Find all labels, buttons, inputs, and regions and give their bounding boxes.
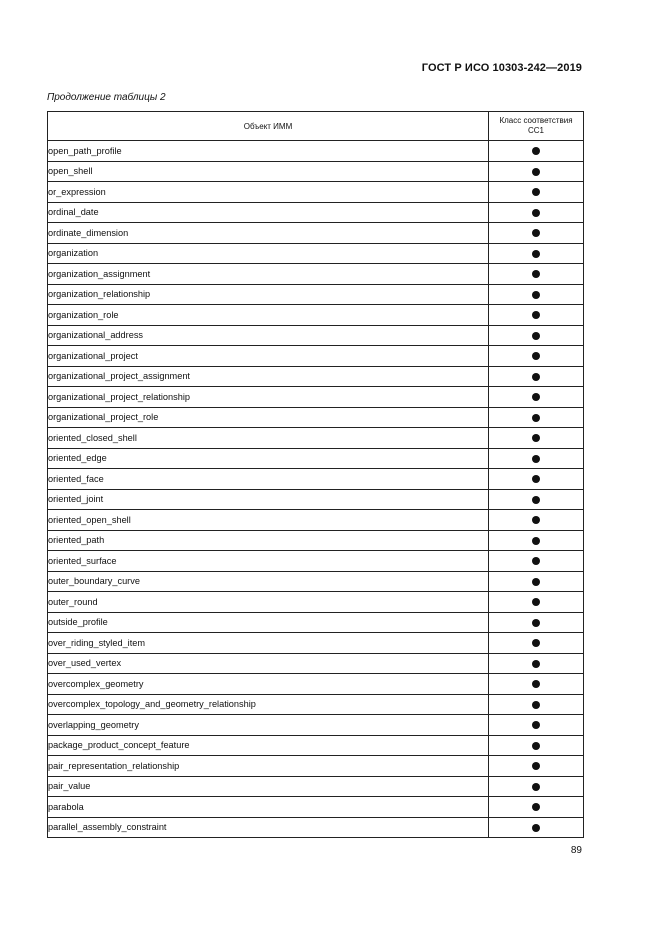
table-row (48, 530, 584, 551)
object-name-cell: open_shell (48, 161, 489, 182)
object-name-cell: oriented_open_shell (48, 510, 489, 531)
table-row (48, 346, 584, 367)
bullet-icon (532, 701, 540, 709)
bullet-icon (532, 393, 540, 401)
conformance-cell (489, 305, 584, 326)
conformance-cell (489, 182, 584, 203)
bullet-icon (532, 147, 540, 155)
conformance-cell (489, 366, 584, 387)
table-row (48, 161, 584, 182)
column-header-class-line2: CC1 (527, 126, 544, 135)
bullet-icon (532, 291, 540, 299)
object-name-cell: over_used_vertex (48, 653, 489, 674)
table-caption: Продолжение таблицы 2 (47, 92, 166, 103)
bullet-icon (532, 373, 540, 381)
table-row (48, 469, 584, 490)
bullet-icon (532, 783, 540, 791)
bullet-icon (532, 496, 540, 504)
object-name-cell: parabola (48, 797, 489, 818)
table-row (48, 592, 584, 613)
table-row (48, 817, 584, 838)
table-row (48, 612, 584, 633)
conformance-cell (489, 571, 584, 592)
table-row (48, 284, 584, 305)
bullet-icon (532, 537, 540, 545)
bullet-icon (532, 250, 540, 258)
conformance-cell (489, 346, 584, 367)
conformance-cell (489, 264, 584, 285)
bullet-icon (532, 680, 540, 688)
object-name-cell: overlapping_geometry (48, 715, 489, 736)
conformance-cell (489, 428, 584, 449)
conformance-cell (489, 756, 584, 777)
object-name-cell: pair_representation_relationship (48, 756, 489, 777)
conformance-cell (489, 735, 584, 756)
object-name-cell: oriented_closed_shell (48, 428, 489, 449)
conformance-cell (489, 817, 584, 838)
object-name-cell: organization_role (48, 305, 489, 326)
column-header-conformance-class (489, 112, 584, 141)
table-row (48, 243, 584, 264)
conformance-cell (489, 715, 584, 736)
bullet-icon (532, 516, 540, 524)
conformance-cell (489, 141, 584, 162)
object-name-cell: organizational_project_role (48, 407, 489, 428)
table-body (48, 141, 584, 838)
table-row (48, 387, 584, 408)
object-name-cell: over_riding_styled_item (48, 633, 489, 654)
conformance-cell (489, 325, 584, 346)
bullet-icon (532, 168, 540, 176)
table-row (48, 366, 584, 387)
object-name-cell: outer_boundary_curve (48, 571, 489, 592)
object-name-cell: pair_value (48, 776, 489, 797)
object-name-cell: oriented_face (48, 469, 489, 490)
table-row (48, 489, 584, 510)
bullet-icon (532, 639, 540, 647)
bullet-icon (532, 332, 540, 340)
bullet-icon (532, 742, 540, 750)
conformance-cell (489, 592, 584, 613)
object-name-cell: organizational_project_relationship (48, 387, 489, 408)
object-name-cell: organizational_project (48, 346, 489, 367)
table-row (48, 551, 584, 572)
bullet-icon (532, 803, 540, 811)
table-row (48, 653, 584, 674)
table-row (48, 694, 584, 715)
table-row (48, 305, 584, 326)
bullet-icon (532, 434, 540, 442)
conformance-cell (489, 633, 584, 654)
object-name-cell: overcomplex_topology_and_geometry_relationship (48, 694, 489, 715)
object-name-cell: outer_round (48, 592, 489, 613)
object-name-cell: or_expression (48, 182, 489, 203)
object-name-cell: organization_assignment (48, 264, 489, 285)
conformance-cell (489, 653, 584, 674)
bullet-icon (532, 352, 540, 360)
object-name-cell: package_product_concept_feature (48, 735, 489, 756)
conformance-cell (489, 674, 584, 695)
conformance-cell (489, 387, 584, 408)
object-name-cell: organization_relationship (48, 284, 489, 305)
conformance-cell (489, 694, 584, 715)
bullet-icon (532, 188, 540, 196)
object-name-cell: ordinal_date (48, 202, 489, 223)
bullet-icon (532, 229, 540, 237)
conformance-cell (489, 797, 584, 818)
table-row (48, 407, 584, 428)
object-name-cell: organizational_address (48, 325, 489, 346)
conformance-cell (489, 776, 584, 797)
table-row (48, 633, 584, 654)
object-name-cell: oriented_path (48, 530, 489, 551)
bullet-icon (532, 721, 540, 729)
bullet-icon (532, 578, 540, 586)
document-header: ГОСТ Р ИСО 10303-242—2019 (421, 62, 582, 74)
table-row (48, 428, 584, 449)
bullet-icon (532, 824, 540, 832)
table-row (48, 141, 584, 162)
object-name-cell: outside_profile (48, 612, 489, 633)
table-row (48, 510, 584, 531)
bullet-icon (532, 270, 540, 278)
object-name-cell: organizational_project_assignment (48, 366, 489, 387)
bullet-icon (532, 762, 540, 770)
conformance-cell (489, 612, 584, 633)
table-row (48, 223, 584, 244)
table-row (48, 735, 584, 756)
conformance-cell (489, 243, 584, 264)
bullet-icon (532, 619, 540, 627)
bullet-icon (532, 209, 540, 217)
object-name-cell: ordinate_dimension (48, 223, 489, 244)
conformance-cell (489, 223, 584, 244)
bullet-icon (532, 557, 540, 565)
page-number: 89 (570, 845, 582, 856)
object-name-cell: organization (48, 243, 489, 264)
object-name-cell: oriented_surface (48, 551, 489, 572)
table-row (48, 325, 584, 346)
column-header-class-line1: Класс соответствия (499, 116, 573, 125)
conformance-cell (489, 448, 584, 469)
table-row (48, 264, 584, 285)
object-name-cell: overcomplex_geometry (48, 674, 489, 695)
conformance-cell (489, 530, 584, 551)
conformance-cell (489, 510, 584, 531)
table-row (48, 756, 584, 777)
bullet-icon (532, 475, 540, 483)
column-header-object: Объект ИММ (48, 112, 489, 141)
table-row (48, 571, 584, 592)
conformance-cell (489, 469, 584, 490)
conformance-cell (489, 202, 584, 223)
object-name-cell: parallel_assembly_constraint (48, 817, 489, 838)
object-name-cell: oriented_joint (48, 489, 489, 510)
conformance-table (47, 111, 584, 838)
bullet-icon (532, 414, 540, 422)
table-row (48, 202, 584, 223)
table-header-row (48, 112, 584, 141)
object-name-cell: oriented_edge (48, 448, 489, 469)
conformance-cell (489, 284, 584, 305)
table-row (48, 674, 584, 695)
bullet-icon (532, 660, 540, 668)
bullet-icon (532, 455, 540, 463)
table-row (48, 182, 584, 203)
bullet-icon (532, 311, 540, 319)
conformance-cell (489, 407, 584, 428)
conformance-cell (489, 489, 584, 510)
bullet-icon (532, 598, 540, 606)
table-row (48, 448, 584, 469)
table-row (48, 776, 584, 797)
conformance-cell (489, 551, 584, 572)
conformance-cell (489, 161, 584, 182)
object-name-cell: open_path_profile (48, 141, 489, 162)
table-row (48, 715, 584, 736)
table-row (48, 797, 584, 818)
